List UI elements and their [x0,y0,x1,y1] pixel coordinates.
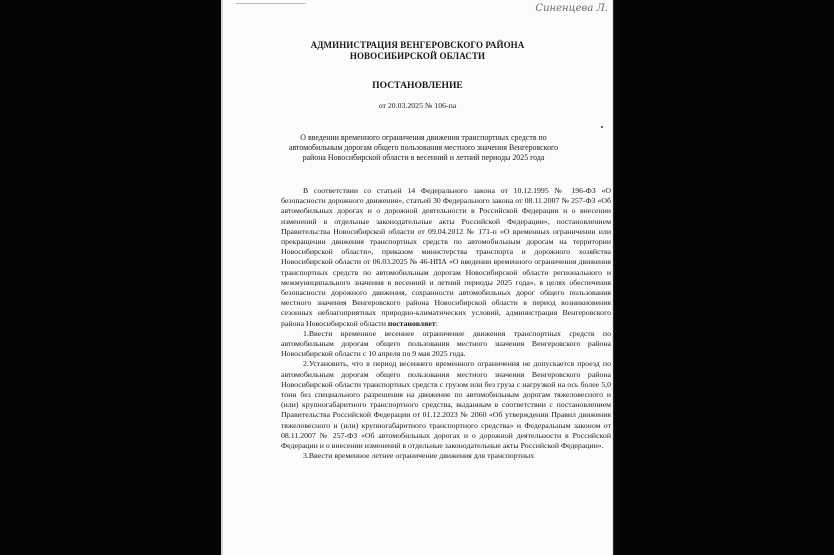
preamble-paragraph [281,186,611,329]
subject-line-2: автомобильным дорогам общего пользования местного значения Венгеровского [288,143,559,153]
subject-line-3: района Новосибирской области в весенний и летний периоды 2025 года [302,153,545,163]
document-title: ПОСТАНОВЛЕНИЕ [372,80,463,91]
page-scrollbar[interactable] [613,0,614,555]
preamble-text: В соответствии со статьей 14 Федерального закона от 10.12.1995 № 196-ФЗ «О безопасности дорожного движения», статьей 30 Федерального закона от 08.11.2007 № 257-ФЗ «Об автомобильных дорогах и о дорожной деятельности в Российской Федерации и о внесении изменений в отдельные законодательные акты Российской Федерации», постановлением Правительства Новосибирской области от 09.04.2012 № 171-п «О временных ограничении или прекращении движения транспортных средств по автомобильным дорогам на территории Новосибирской области», приказом министерства транспорта и дорожного хозяйства Новосибирской области от 06.03.2025 № 46-НПА «О введении временного ограничения движения транспортных средств по автомобильным дорогам Новосибирской области регионального и межмуниципального значения в весенний и летний периоды 2025 года», в целях обеспечения безопасности дорожного движения, сохранности автомобильных дорог общего пользования местного значения Венгеровского района Новосибирской области в период возникновения сезонных неблагоприятных природно-климатических условий, администрация Венгеровского района Новосибирской области [281,186,611,328]
header-line-1: АДМИНИСТРАЦИЯ ВЕНГЕРОВСКОГО РАЙОНА [310,40,525,50]
document-page [221,0,614,555]
scan-artifact-line [236,3,306,4]
viewer-background-right [614,0,834,555]
document-body [281,186,611,461]
preamble-colon: : [435,318,438,328]
document-header [221,40,614,62]
item-1-paragraph: 1.Ввести временное весеннее ограничение движения транспортных средств по автомобильным дорогам общего пользования местного значения Венгеровского района Новосибирской области с 10 апреля по 9 мая 2025 года. [281,328,611,359]
header-line-2: НОВОСИБИРСКОЙ ОБЛАСТИ [349,51,486,61]
document-subject [271,133,576,164]
handwritten-note: Синенцева Л. [535,3,608,14]
viewer-background-left [0,0,221,555]
preamble-resolves: постановляет [387,318,436,328]
subject-line-1: О введении временного ограничения движения транспортных средств по [300,133,547,142]
document-date-number: от 20.03.2025 № 106-па [378,101,457,110]
item-3-paragraph: 3.Ввести временное летнее ограничение движения для транспортных [303,451,535,461]
item-2-paragraph: 2.Установить, что в период весеннего временного ограничения не допускается проезд по автомобильным дорогам общего пользования местного значения Венгеровского района Новосибирской области транспортных средств с грузом или без груза с нагрузкой на ось более 5,0 тонн без специального разрешения на движение по автомобильным дорогам тяжеловесного и (или) крупногабаритного транспортного средства, выданным в соответствии с постановлением Правительства Российской Федерации от 01.12.2023 № 2060 «Об утверждении Правил движения тяжеловесного и (или) крупногабаритного транспортного средства» и Федеральным законом от 08.11.2007 № 257-ФЗ «Об автомобильных дорогах и о дорожной деятельности в Российской Федерации и о внесении изменений в отдельные законодательные акты Российской Федерации». [281,359,611,451]
scan-speck [601,126,603,128]
